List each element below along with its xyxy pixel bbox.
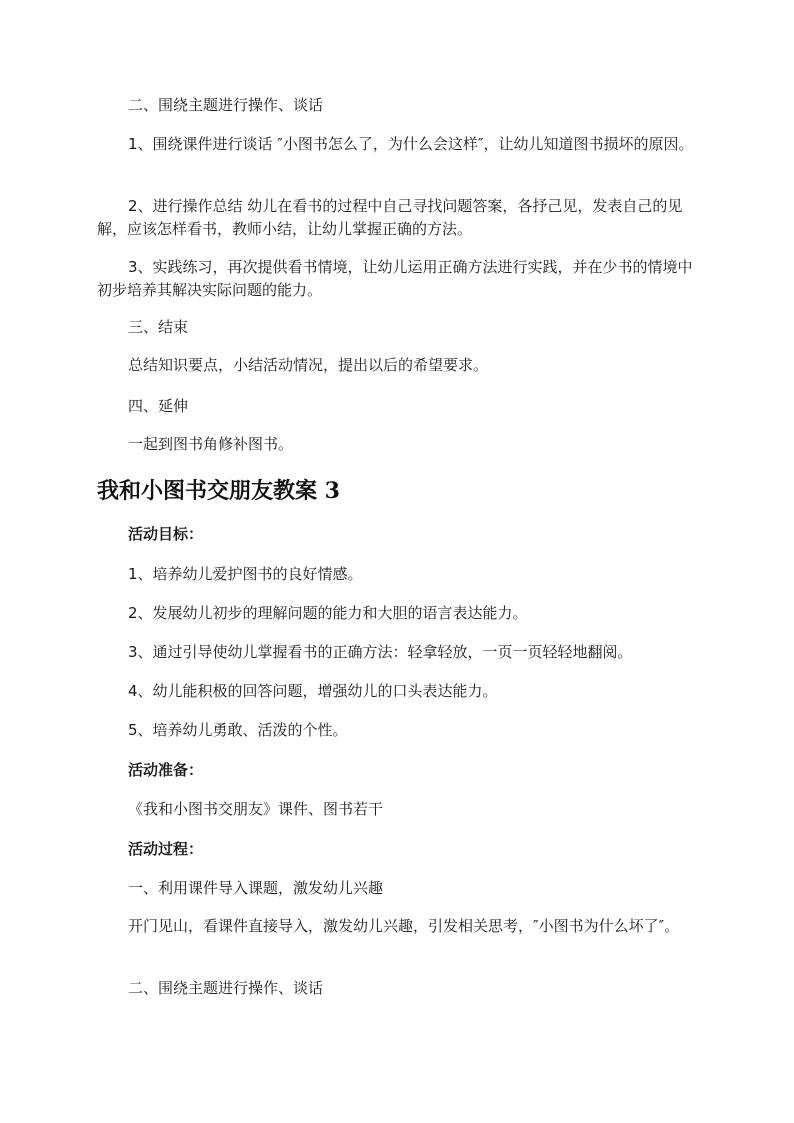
- paragraph-preparation: 《我和小图书交朋友》课件、图书若干: [128, 800, 384, 818]
- process-step-heading: 二、围绕主题进行操作、谈话: [128, 979, 324, 997]
- label-preparation: 活动准备：: [128, 761, 204, 779]
- process-step-heading: 一、利用课件导入课题，激发幼儿兴趣: [128, 879, 384, 897]
- paragraph-item-2: 2、进行操作总结 幼儿在看书的过程中自己寻找问题答案，各抒己见，发表自己的见解，应该怎样看书，教师小结，让幼儿掌握正确的方法。: [97, 197, 683, 238]
- paragraph-process-step-1: 开门见山，看课件直接导入，激发幼儿兴趣，引发相关思考，″小图书为什么坏了″。: [128, 917, 680, 935]
- goal-item: 3、通过引导使幼儿掌握看书的正确方法：轻拿轻放，一页一页轻轻地翻阅。: [128, 643, 633, 661]
- document-title: 我和小图书交朋友教案 3: [97, 478, 340, 504]
- section-heading-extension: 四、延伸: [128, 397, 189, 415]
- section-heading-end: 三、结束: [128, 318, 189, 336]
- label-goals: 活动目标：: [128, 525, 204, 543]
- goal-item: 4、幼儿能积极的回答问题，增强幼儿的口头表达能力。: [128, 682, 498, 700]
- paragraph-extension: 一起到图书角修补图书。: [128, 435, 294, 453]
- goal-item: 1、培养幼儿爱护图书的良好情感。: [128, 565, 363, 583]
- paragraph-summary: 总结知识要点，小结活动情况，提出以后的希望要求。: [128, 356, 489, 374]
- label-process: 活动过程：: [128, 840, 204, 858]
- paragraph-item-3: 3、实践练习，再次提供看书情境，让幼儿运用正确方法进行实践，并在少书的情境中初步培养其解决实际问题的能力。: [97, 258, 693, 299]
- section-heading-discussion: 二、围绕主题进行操作、谈话: [128, 96, 324, 114]
- paragraph-item-1: 1、围绕课件进行谈话 ″小图书怎么了，为什么会这样″，让幼儿知道图书损坏的原因。: [128, 135, 694, 153]
- goal-item: 2、发展幼儿初步的理解问题的能力和大胆的语言表达能力。: [128, 604, 528, 622]
- goal-item: 5、培养幼儿勇敢、活泼的个性。: [128, 721, 348, 739]
